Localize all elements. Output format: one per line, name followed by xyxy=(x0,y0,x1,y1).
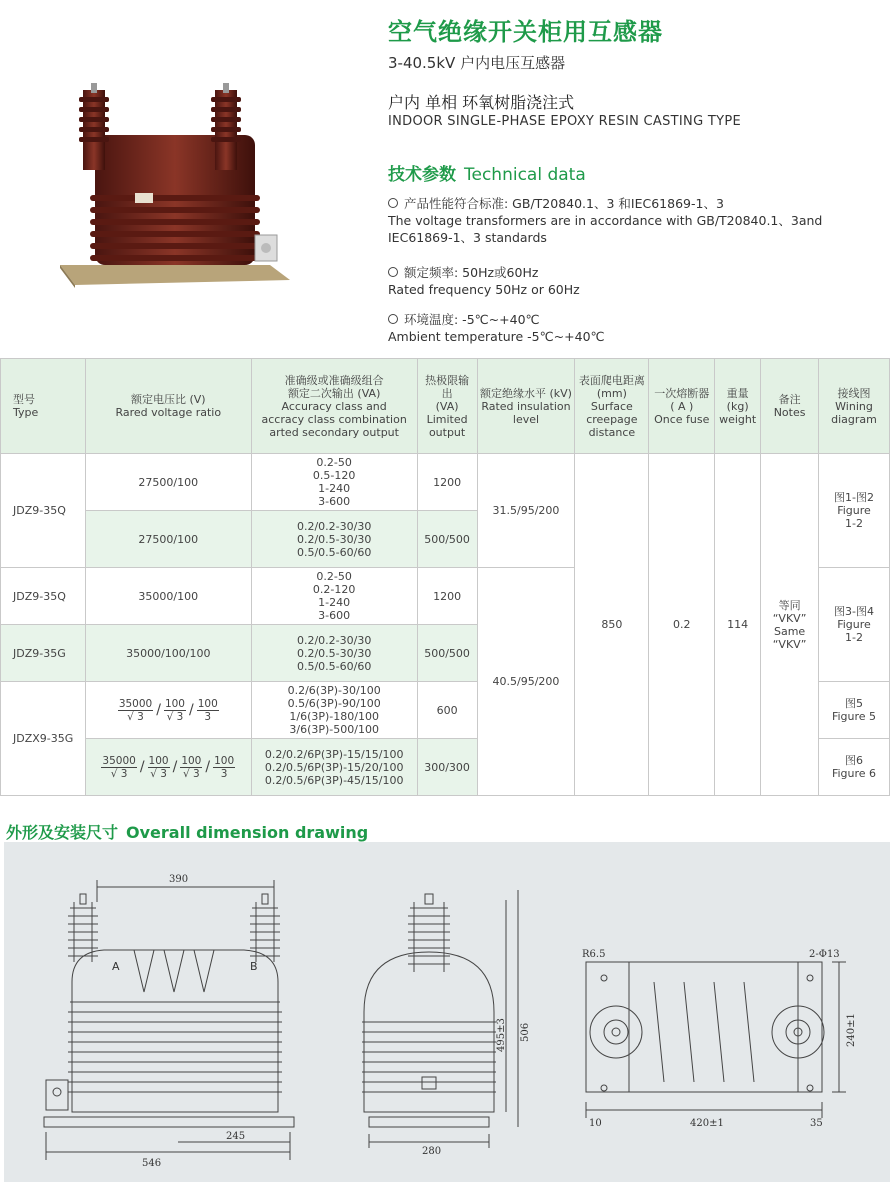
spec-frequency: 额定频率: 50Hz或60Hz Rated frequency 50Hz or 60Hz xyxy=(388,265,580,297)
limited-cell: 600 xyxy=(417,682,477,739)
type-cn: 户内 单相 环氧树脂浇注式 xyxy=(388,93,575,112)
header-ratio: 额定电压比 (V) Rared voltage ratio xyxy=(85,359,251,454)
accuracy-cell: 0.2-50 0.5-120 1-240 3-600 xyxy=(251,454,417,511)
header-accuracy: 准确级或准确级组合 额定二次输出 (VA) Accuracy class and accracy class combination arted secondary output xyxy=(251,359,417,454)
accuracy-cell: 0.2-50 0.2-120 1-240 3-600 xyxy=(251,568,417,625)
plan-holes: 2-Φ13 xyxy=(809,949,840,960)
bullet-icon xyxy=(388,267,398,277)
type-cell: JDZ9-35G xyxy=(1,625,86,682)
dim-506: 506 xyxy=(520,1022,531,1042)
drawing-heading: 外形及安装尺寸 Overall dimension drawing xyxy=(6,823,369,842)
spec-table xyxy=(0,358,890,796)
wiring-cell: 图1-图2 Figure 1-2 xyxy=(819,454,890,568)
plan-r: R6.5 xyxy=(582,949,606,960)
subtitle: 3-40.5kV 户内电压互感器 xyxy=(388,54,566,72)
header-wiring: 接线图 Wining diagram xyxy=(819,359,890,454)
wiring-cell: 图3-图4 Figure 1-2 xyxy=(819,568,890,682)
limited-cell: 300/300 xyxy=(417,739,477,796)
dim-245: 245 xyxy=(226,1131,246,1142)
bullet-icon xyxy=(388,314,398,324)
limited-cell: 500/500 xyxy=(417,625,477,682)
technical-heading-en: Technical data xyxy=(464,165,586,185)
accuracy-cell: 0.2/0.2-30/30 0.2/0.5-30/30 0.5/0.5-60/60 xyxy=(251,625,417,682)
plan-10: 10 xyxy=(589,1118,602,1129)
ratio-cell: 27500/100 xyxy=(85,454,251,511)
ratio-cell: 35000/100/100 xyxy=(85,625,251,682)
header-weight: 重量 (kg) weight xyxy=(715,359,761,454)
ratio-cell: 35000 √ 3 / 100 √ 3 / 100 3 xyxy=(85,682,251,739)
header-limited: 热极限输出 (VA) Limited output xyxy=(417,359,477,454)
plan-240: 240±1 xyxy=(846,1013,857,1047)
accuracy-cell: 0.2/0.2-30/30 0.2/0.5-30/30 0.5/0.5-60/60 xyxy=(251,511,417,568)
side-view xyxy=(362,890,531,1157)
fuse-cell: 0.2 xyxy=(649,454,715,796)
limited-cell: 500/500 xyxy=(417,511,477,568)
creepage-cell: 850 xyxy=(575,454,649,796)
label-b: B xyxy=(250,960,258,973)
header-insulation: 额定绝缘水平 (kV) Rated insulation level xyxy=(477,359,575,454)
plan-view xyxy=(582,949,857,1129)
accuracy-cell: 0.2/0.2/6P(3P)-15/15/100 0.2/0.5/6P(3P)-15/20/100 0.2/0.5/6P(3P)-45/15/100 xyxy=(251,739,417,796)
limited-cell: 1200 xyxy=(417,568,477,625)
bullet-icon xyxy=(388,198,398,208)
product-photo xyxy=(55,75,295,290)
type-cell: JDZX9-35G xyxy=(1,682,86,796)
dim-546: 546 xyxy=(142,1158,162,1169)
type-cell: JDZ9-35Q xyxy=(1,568,86,625)
header-fuse: 一次熔断器 ( A ) Once fuse xyxy=(649,359,715,454)
dim-390: 390 xyxy=(169,874,189,885)
label-a: A xyxy=(112,960,120,973)
ratio-cell: 35000/100 xyxy=(85,568,251,625)
insulation-cell: 40.5/95/200 xyxy=(477,568,575,796)
spec-standard: 产品性能符合标准: GB/T20840.1、3 和IEC61869-1、3 The voltage transformers are in accordance with GB/T20840.1、3and IEC61869-1、3 standards xyxy=(388,196,823,245)
wiring-cell: 图6 Figure 6 xyxy=(819,739,890,796)
technical-heading xyxy=(388,160,586,185)
header-creepage: 表面爬电距离 (mm) Surface creepage distance xyxy=(575,359,649,454)
table-row xyxy=(1,454,890,511)
header-notes: 备注 Notes xyxy=(761,359,819,454)
plan-420: 420±1 xyxy=(690,1118,724,1129)
technical-heading-cn: 技术参数 xyxy=(388,165,456,185)
type-en: INDOOR SINGLE-PHASE EPOXY RESIN CASTING TYPE xyxy=(388,114,742,129)
wiring-cell: 图5 Figure 5 xyxy=(819,682,890,739)
ratio-cell: 35000 √ 3 / 100 √ 3 / 100 √ 3 / 100 3 xyxy=(85,739,251,796)
dim-495: 495±3 xyxy=(496,1018,507,1052)
accuracy-cell: 0.2/6(3P)-30/100 0.5/6(3P)-90/100 1/6(3P)-180/100 3/6(3P)-500/100 xyxy=(251,682,417,739)
page-title: 空气绝缘开关柜用互感器 xyxy=(388,18,663,46)
ratio-cell: 27500/100 xyxy=(85,511,251,568)
dim-280: 280 xyxy=(422,1146,442,1157)
header-type: 型号 Type xyxy=(1,359,86,454)
weight-cell: 114 xyxy=(715,454,761,796)
dimension-drawing xyxy=(4,842,890,1182)
limited-cell: 1200 xyxy=(417,454,477,511)
spec-temperature: 环境温度: -5℃~+40℃ Ambient temperature -5℃~+40℃ xyxy=(388,312,605,344)
plan-35: 35 xyxy=(810,1118,823,1129)
notes-cell: 等同 “VKV” Same “VKV” xyxy=(761,454,819,796)
front-view xyxy=(44,874,294,1169)
insulation-cell: 31.5/95/200 xyxy=(477,454,575,568)
type-cell: JDZ9-35Q xyxy=(1,454,86,568)
